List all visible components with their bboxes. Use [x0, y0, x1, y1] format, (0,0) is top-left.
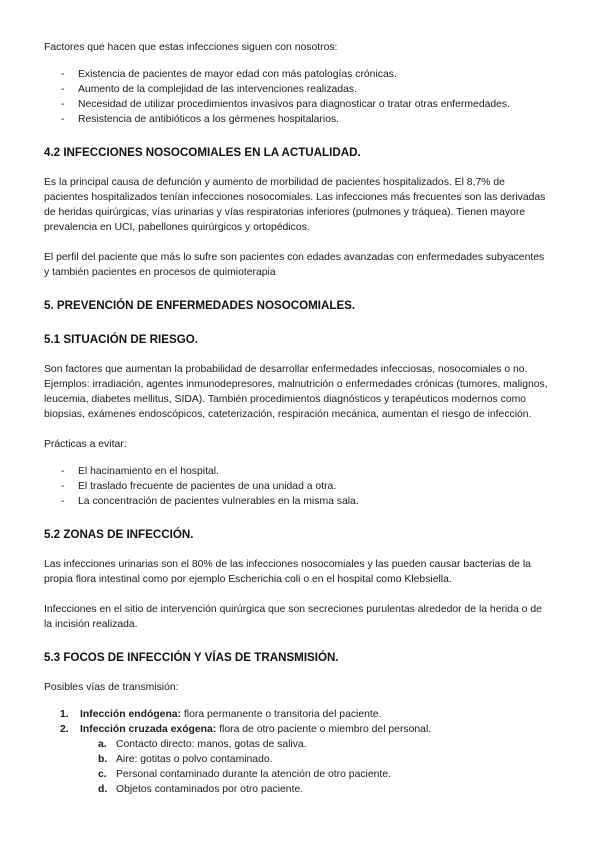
list-item: - Aumento de la complejidad de las intervenciones realizadas.: [61, 84, 357, 95]
item-text: flora de otro paciente o miembro del personal.: [216, 724, 432, 735]
list-item: - Necesidad de utilizar procedimientos invasivos para diagnosticar o tratar otras enfermedades.: [61, 99, 511, 110]
list-marker: 2.: [60, 724, 69, 735]
list-marker: a.: [98, 739, 107, 750]
sub-list-item: b. Aire: gotitas o polvo contaminado.: [98, 754, 273, 765]
list-lead: Prácticas a evitar:: [44, 439, 127, 450]
dash-bullet: -: [61, 481, 65, 492]
list-item: - El traslado frecuente de pacientes de una unidad a otra.: [61, 481, 337, 492]
item-term: Infección cruzada exógena:: [80, 724, 217, 735]
item-term: Infección endógena:: [80, 709, 182, 720]
dash-bullet: -: [61, 496, 65, 507]
paragraph: Es la principal causa de defunción y aumento de morbilidad de pacientes hospitalizados. El 8,7% de pacientes hospitalizados tenían infecciones nosocomiales. Las infecciones más frecuentes son las derivadas de heridas quirúrgicas, vías urinarias y vías respiratorias inferiores (pulmones y tráquea). Tienen mayore prevalencia en UCI, pabellones quirúrgicos y ortopédicos.: [44, 177, 546, 233]
list-item: [44, 722, 552, 797]
list-marker: b.: [98, 754, 108, 765]
dash-bullet: -: [61, 99, 65, 110]
list-marker: d.: [98, 784, 108, 795]
sub-list-item: c. Personal contaminado durante la atención de otro paciente.: [98, 769, 391, 780]
paragraph: Infecciones en el sitio de intervención quirúrgica que son secreciones purulentas alrededor de la herida o de la incisión realizada.: [44, 604, 542, 630]
paragraph: Son factores que aumentan la probabilidad de desarrollar enfermedades infecciosas, nosocomiales o no. Ejemplos: irradiación, agentes inmunodepresores, malnutrición o enfermedades crónicas (tumores, malignos, leucemia, diabetes mellitus, SIDA). También procedimientos diagnósticos y terapéuticos modernos como biopsias, exámenes endoscópicos, cateterización, respiración mecánica, aumentan el riesgo de infección.: [44, 364, 548, 420]
section-heading-5: 5. PREVENCIÓN DE ENFERMEDADES NOSOCOMIALES.: [44, 299, 356, 312]
dash-bullet: -: [61, 69, 65, 80]
item-text: flora permanente o transitoria del paciente.: [181, 709, 382, 720]
list-marker: 1.: [60, 709, 69, 720]
dash-bullet: -: [61, 84, 65, 95]
list-lead: Posibles vías de transmisión:: [44, 682, 179, 693]
section-heading-4-2: 4.2 INFECCIONES NOSOCOMIALES EN LA ACTUALIDAD.: [44, 146, 361, 159]
list-item: - El hacinamiento en el hospital.: [61, 466, 219, 477]
paragraph: Las infecciones urinarias son el 80% de las infecciones nosocomiales y las pueden causar bacterias de la propia flora intestinal como por ejemplo Escherichia coli o en el hospital como Klebsiella.: [44, 559, 531, 585]
intro-lead: Factores que hacen que estas infecciones siguen con nosotros:: [44, 42, 338, 53]
dash-bullet: -: [61, 114, 65, 125]
list-item: - Existencia de pacientes de mayor edad con más patologías crónicas.: [61, 69, 397, 80]
list-item: - Resistencia de antibióticos a los gérmenes hospitalarios.: [61, 114, 340, 125]
section-heading-5-3: 5.3 FOCOS DE INFECCIÓN Y VÍAS DE TRANSMISIÓN.: [44, 651, 339, 664]
section-heading-5-1: 5.1 SITUACIÓN DE RIESGO.: [44, 333, 198, 346]
section-heading-5-2: 5.2 ZONAS DE INFECCIÓN.: [44, 528, 194, 541]
practices-list: [44, 464, 552, 509]
list-item: - La concentración de pacientes vulnerables en la misma sala.: [61, 496, 359, 507]
list-marker: c.: [98, 769, 107, 780]
sub-list: [80, 737, 552, 797]
sub-list-item: d. Objetos contaminados por otro paciente.: [98, 784, 304, 795]
list-item: [44, 707, 552, 722]
paragraph: El perfil del paciente que más lo sufre son pacientes con edades avanzadas con enfermedades subyacentes y también pacientes en procesos de quimioterapia: [44, 252, 545, 278]
intro-list: [44, 67, 552, 127]
transmission-list: [44, 707, 552, 797]
sub-list-item: a. Contacto directo: manos, gotas de saliva.: [98, 739, 307, 750]
dash-bullet: -: [61, 466, 65, 477]
